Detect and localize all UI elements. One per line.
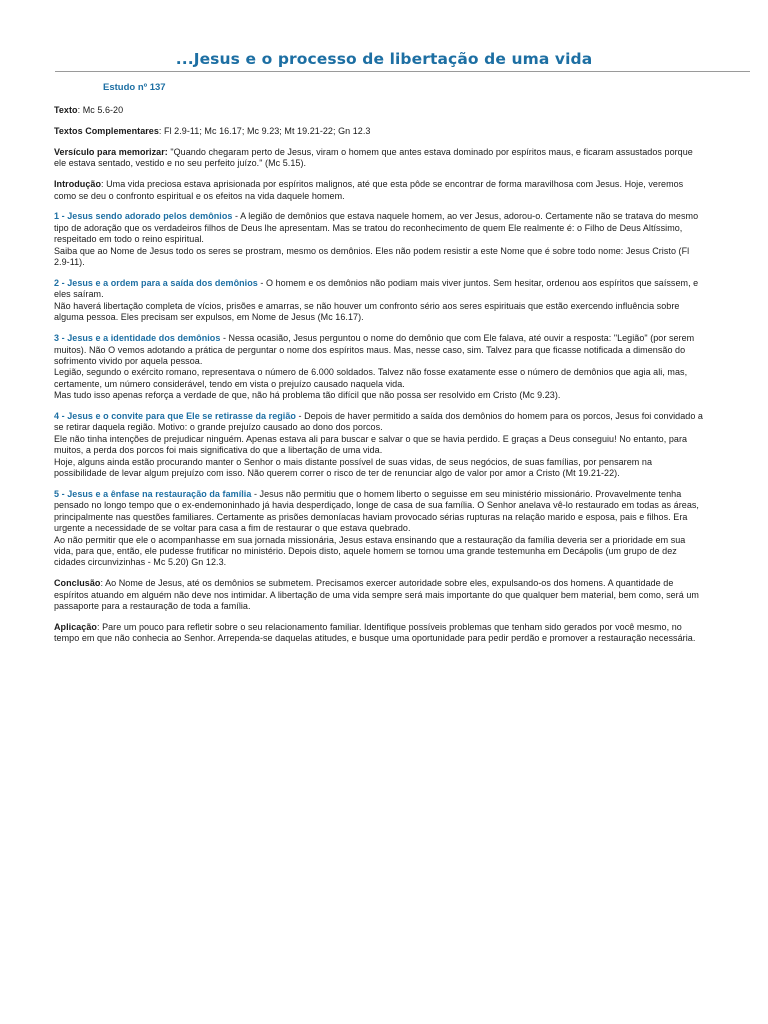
title-divider bbox=[55, 71, 750, 72]
section-3 bbox=[54, 333, 704, 401]
section-3-extra-1: Legião, segundo o exército romano, representava o número de 6.000 soldados. Talvez não fosse exatamente esse o número de demônios que agia ali, mas, certamente, um número considerável, tendo em vista o prejuízo causado naquela vida. bbox=[54, 367, 688, 389]
section-4-extra-2: Hoje, alguns ainda estão procurando manter o Senhor o mais distante possível de suas vidas, de seus negócios, de suas famílias, por pensarem na possibilidade de levar algum prejuízo com isso. Não querem correr o risco de ter de renunciar algo de valor por amor a Cristo (Mt 19.21-22). bbox=[54, 456, 652, 479]
section-1-text: - A legião de demônios que estava naquele homem, ao ver Jesus, adorou-o. Certamente não se tratava do mesmo tipo de adoração que os verdadeiros filhos de Deus lhe apresentam. Mas se tratou do reconhecimento de quem Ele realmente é: o Filho de Deus Altíssimo, respeitado em todo o reino espiritual. bbox=[54, 211, 699, 245]
section-3-extra-2: Mas tudo isso apenas reforça a verdade de que, não há problema tão difícil que não possa ser resolvido em Cristo (Mc 9.23). bbox=[54, 390, 561, 401]
conclusao-value: : Ao Nome de Jesus, até os demônios se submetem. Precisamos exercer autoridade sobre eles, expulsando-os dos homens. A quantidade de espíritos atuando em alguém não deve nos intimidar. A libertação de uma vida sempre será mais importante do que qualquer bem material, bem como, será um passaporte para a restauração de toda a família. bbox=[54, 578, 699, 612]
section-4 bbox=[54, 411, 704, 479]
texto-label: Texto bbox=[54, 105, 78, 115]
complementares-value: : Fl 2.9-11; Mc 16.17; Mc 9.23; Mt 19.21-22; Gn 12.3 bbox=[158, 125, 371, 136]
section-2 bbox=[54, 278, 704, 324]
section-1 bbox=[54, 211, 704, 268]
section-5-text: - Jesus não permitiu que o homem liberto o seguisse em seu ministério missionário. Provavelmente tenha pensado no longo tempo que o ex-endemoninhado já havia desperdiçado, longe de casa de sua família. O Senhor anelava vê-lo restaurado em todas as áreas, principalmente nas questões familiares. Certamente as prisões demoníacas haviam provocado sérias rupturas na relação marido e esposa, pais e filhos. Era urgente a necessidade de se voltar para casa a fim de restaurar o que estava quebrado. bbox=[54, 488, 699, 534]
section-5 bbox=[54, 489, 704, 569]
section-5-extra-1: Ao não permitir que ele o acompanhasse em sua jornada missionária, Jesus estava ensinando que a restauração da família deveria ser a prioridade em sua vida, para que, então, ele pudesse frutificar no ministério. Depois disto, aquele homem se tornou uma grande testemunha em Decápolis (um grupo de dez cidades circunvizinhas - Mc 5.20) Gn 12.3. bbox=[54, 534, 686, 568]
versiculo-value: "Quando chegaram perto de Jesus, viram o homem que antes estava dominado por espíritos maus, e ficaram assustados porque ele estava sentado, vestido e no seu perfeito juízo." (Mc 5.15). bbox=[54, 146, 693, 169]
aplicacao-value: : Pare um pouco para refletir sobre o seu relacionamento familiar. Identifique possíveis problemas que tenham sido gerados por você mesmo, no tempo em que não conhecia ao Senhor. Arrependa-se daquelas atitudes, e busque uma oportunidade para pedir perdão e promover a restauração necessária. bbox=[54, 622, 696, 644]
page-title: ...Jesus e o processo de libertação de uma vida bbox=[175, 50, 593, 68]
aplicacao-label: Aplicação bbox=[54, 622, 97, 633]
document-body bbox=[54, 105, 704, 654]
conclusao-paragraph bbox=[54, 578, 704, 612]
section-4-extra-1: Ele não tinha intenções de prejudicar ninguém. Apenas estava ali para buscar e salvar o que se havia perdido. E graças a Deus conseguiu! No entanto, para muitos, a perda dos porcos foi mais significativa do que a libertação de uma vida. bbox=[54, 433, 688, 456]
section-2-text: - O homem e os demônios não podiam mais viver juntos. Sem hesitar, ordenou aos espíritos que saíssem, e eles saíram. bbox=[54, 277, 699, 300]
section-4-text: - Depois de haver permitido a saída dos demônios do homem para os porcos, Jesus foi convidado a se retirar daquela região. Motivo: o grande prejuízo causado ao dono dos porcos. bbox=[54, 411, 703, 433]
section-3-text: - Nessa ocasião, Jesus perguntou o nome do demônio que com Ele falava, até ouvir a resposta: "Legião" (por serem muitos). Não O vemos adotando a prática de perguntar o nome dos espíritos maus. Mas, nesse caso, sim. Talvez para que ficasse notificada a dimensão do sofrimento vivido por aquela pessoa. bbox=[54, 333, 695, 366]
aplicacao-paragraph bbox=[54, 622, 704, 645]
introducao-value: : Uma vida preciosa estava aprisionada por espíritos malignos, até que esta pôde se encontrar de forma maravilhosa com Jesus. Hoje, veremos como se deu o confronto espiritual e os efeitos na vida daquele homem. bbox=[54, 179, 684, 201]
section-2-heading: 2 - Jesus e a ordem para a saída dos demônios bbox=[54, 277, 258, 288]
versiculo-label: Versículo para memorizar: bbox=[54, 146, 168, 157]
section-4-heading: 4 - Jesus e o convite para que Ele se retirasse da região bbox=[54, 411, 296, 422]
complementares-label: Textos Complementares bbox=[54, 125, 159, 136]
texto-paragraph bbox=[54, 105, 704, 116]
section-1-extra-1: Saiba que ao Nome de Jesus todo os seres se prostram, mesmo os demônios. Eles não podem resistir a este Nome que é sobre todo nome: Jesus Cristo (Fl 2.9-11). bbox=[54, 245, 690, 268]
introducao-label: Introdução bbox=[54, 179, 101, 190]
section-1-heading: 1 - Jesus sendo adorado pelos demônios bbox=[54, 211, 233, 222]
conclusao-label: Conclusão bbox=[54, 578, 101, 589]
introducao-paragraph bbox=[54, 179, 704, 202]
texto-value: : Mc 5.6-20 bbox=[77, 105, 124, 115]
section-3-heading: 3 - Jesus e a identidade dos demônios bbox=[54, 333, 221, 344]
complementares-paragraph bbox=[54, 126, 704, 137]
study-number: Estudo nº 137 bbox=[103, 82, 166, 93]
section-5-heading: 5 - Jesus e a ênfase na restauração da família bbox=[54, 488, 252, 499]
versiculo-paragraph bbox=[54, 147, 704, 170]
section-2-extra-1: Não haverá libertação completa de vícios, prisões e amarras, se não houver um confronto sério aos seres espirituais que estão exercendo influência sobre alguma pessoa. Eles precisam ser expulsos, em Nome de Jesus (Mc 16.17). bbox=[54, 300, 680, 323]
